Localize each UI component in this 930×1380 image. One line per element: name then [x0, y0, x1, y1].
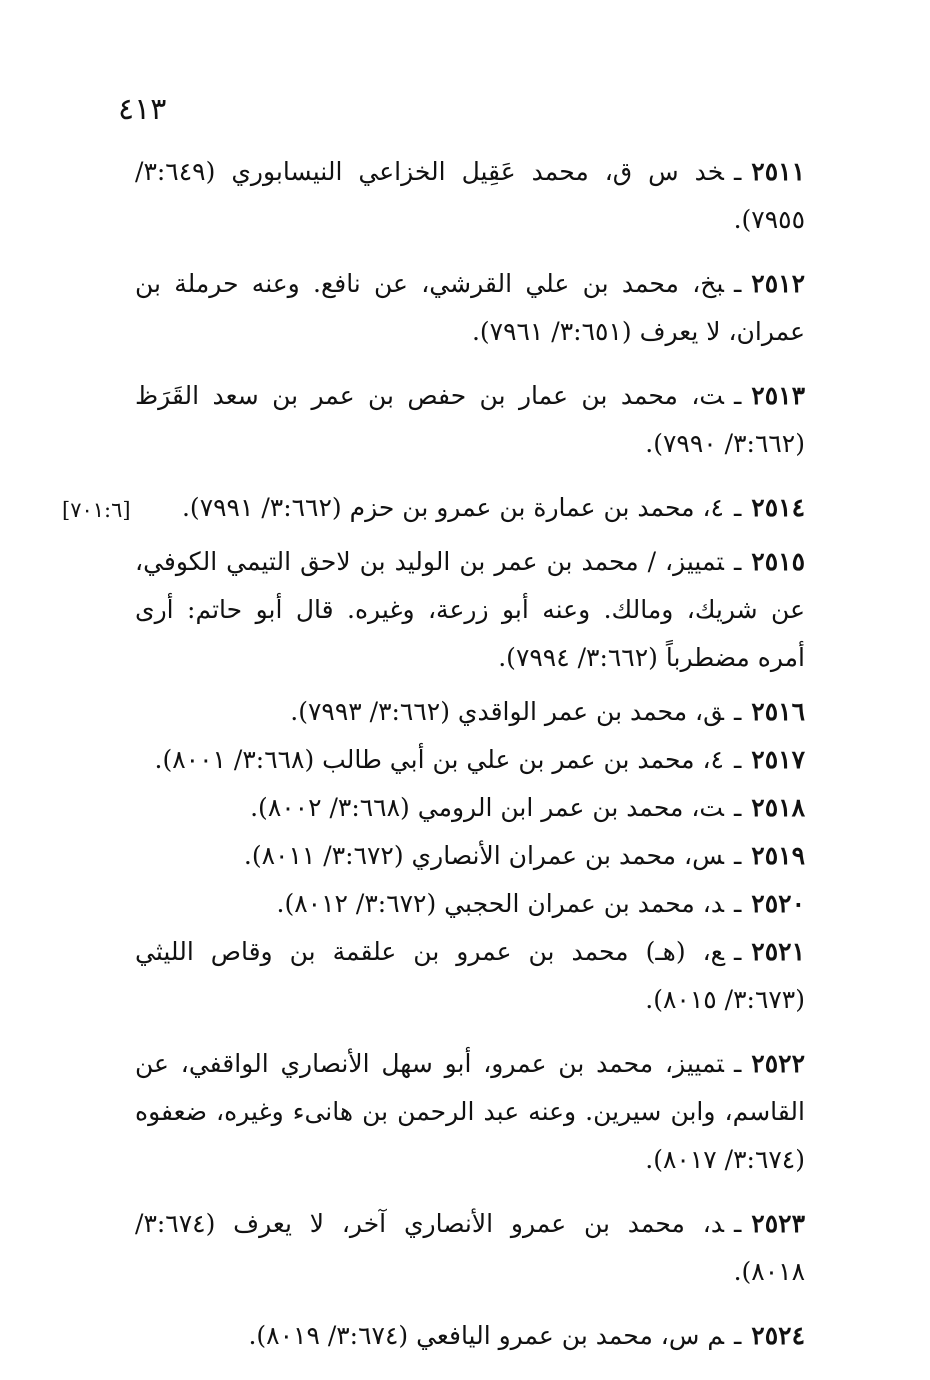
- page-number: ٤١٣: [118, 92, 167, 127]
- entry-text: ع، (هـ) محمد بن عمرو بن علقمة بن وقاص الليثي (٣:٦٧٣/ ٨٠١٥).: [135, 937, 805, 1014]
- list-item: [135, 538, 865, 682]
- entry-dash: ـ: [733, 547, 742, 576]
- list-item: [135, 736, 865, 784]
- entry-number: ٢٥١٧: [751, 745, 805, 774]
- entry-number: ٢٥٢١: [751, 937, 805, 966]
- entry-dash: ـ: [733, 793, 742, 822]
- list-item: [135, 1312, 865, 1360]
- list-item: [135, 148, 865, 244]
- entry-text: خد س ق، محمد عَقِيل الخزاعي النيسابوري (٣:٦٤٩/ ٧٩٥٥).: [135, 157, 805, 234]
- entry-number: ٢٥٢٤: [751, 1321, 805, 1350]
- entry-dash: ـ: [733, 157, 742, 186]
- entry-dash: ـ: [733, 745, 742, 774]
- entry-dash: ـ: [733, 889, 742, 918]
- entry-list: [135, 148, 865, 1360]
- entry-text: ت، محمد بن عمر ابن الرومي (٣:٦٦٨/ ٨٠٠٢).: [250, 793, 724, 822]
- entry-number: ٢٥١٤: [751, 493, 805, 522]
- list-item: [135, 688, 865, 736]
- entry-text: د، محمد بن عمرو الأنصاري آخر، لا يعرف (٣:٦٧٤/ ٨٠١٨).: [135, 1209, 805, 1286]
- entry-text: بخ، محمد بن علي القرشي، عن نافع. وعنه حرملة بن عمران، لا يعرف (٣:٦٥١/ ٧٩٦١).: [135, 269, 805, 346]
- entry-number: ٢٥٢٣: [751, 1209, 805, 1238]
- list-item: [135, 260, 865, 356]
- list-item: [135, 372, 865, 468]
- entry-number: ٢٥١٦: [751, 697, 805, 726]
- entry-number: ٢٥١٥: [751, 547, 805, 576]
- list-item: [135, 880, 865, 928]
- entry-number: ٢٥١٣: [751, 381, 805, 410]
- entry-text: م س، محمد بن عمرو اليافعي (٣:٦٧٤/ ٨٠١٩).: [248, 1321, 724, 1350]
- entry-number: ٢٥٢٢: [751, 1049, 805, 1078]
- entry-text: ٤، محمد بن عمر بن علي بن أبي طالب (٣:٦٦٨/ ٨٠٠١).: [154, 745, 724, 774]
- entry-dash: ـ: [733, 697, 742, 726]
- entry-text: ق، محمد بن عمر الواقدي (٣:٦٦٢/ ٧٩٩٣).: [290, 697, 724, 726]
- entry-number: ٢٥١٩: [751, 841, 805, 870]
- entry-dash: ـ: [733, 381, 742, 410]
- entry-number: ٢٥٢٠: [751, 889, 805, 918]
- entry-number: ٢٥١٢: [751, 269, 805, 298]
- entry-dash: ـ: [733, 1209, 742, 1238]
- entry-dash: ـ: [733, 841, 742, 870]
- list-item: [135, 1200, 865, 1296]
- entry-number: ٢٥١٨: [751, 793, 805, 822]
- entry-dash: ـ: [733, 269, 742, 298]
- entry-text: تمييز، / محمد بن عمر بن الوليد بن لاحق التيمي الكوفي، عن شريك، ومالك. وعنه أبو زرعة، وغيره. قال أبو حاتم: أرى أمره مضطرباً (٣:٦٦٢/ ٧٩٩٤).: [135, 547, 805, 672]
- entry-dash: ـ: [733, 937, 742, 966]
- entry-number: ٢٥١١: [751, 157, 805, 186]
- entry-dash: ـ: [733, 493, 742, 522]
- list-item: [135, 832, 865, 880]
- entry-text: تمييز، محمد بن عمرو، أبو سهل الأنصاري الواقفي، عن القاسم، وابن سيرين. وعنه عبد الرحمن بن هانىء وغيره، ضعفوه (٣:٦٧٤/ ٨٠١٧).: [135, 1049, 805, 1174]
- entry-text: د، محمد بن عمران الحجبي (٣:٦٧٢/ ٨٠١٢).: [276, 889, 724, 918]
- list-item: [135, 1040, 865, 1184]
- margin-reference-note: [٧٠١:٦]: [62, 498, 131, 522]
- entry-text: س، محمد بن عمران الأنصاري (٣:٦٧٢/ ٨٠١١).: [243, 841, 724, 870]
- entry-text: ت، محمد بن عمار بن حفص بن عمر بن سعد القَرَظ (٣:٦٦٢/ ٧٩٩٠).: [135, 381, 805, 458]
- entry-dash: ـ: [733, 1049, 742, 1078]
- entry-text: ٤، محمد بن عمارة بن عمرو بن حزم (٣:٦٦٢/ ٧٩٩١).: [181, 493, 724, 522]
- list-item: [135, 784, 865, 832]
- list-item: [135, 484, 865, 532]
- entry-dash: ـ: [733, 1321, 742, 1350]
- list-item: [135, 928, 865, 1024]
